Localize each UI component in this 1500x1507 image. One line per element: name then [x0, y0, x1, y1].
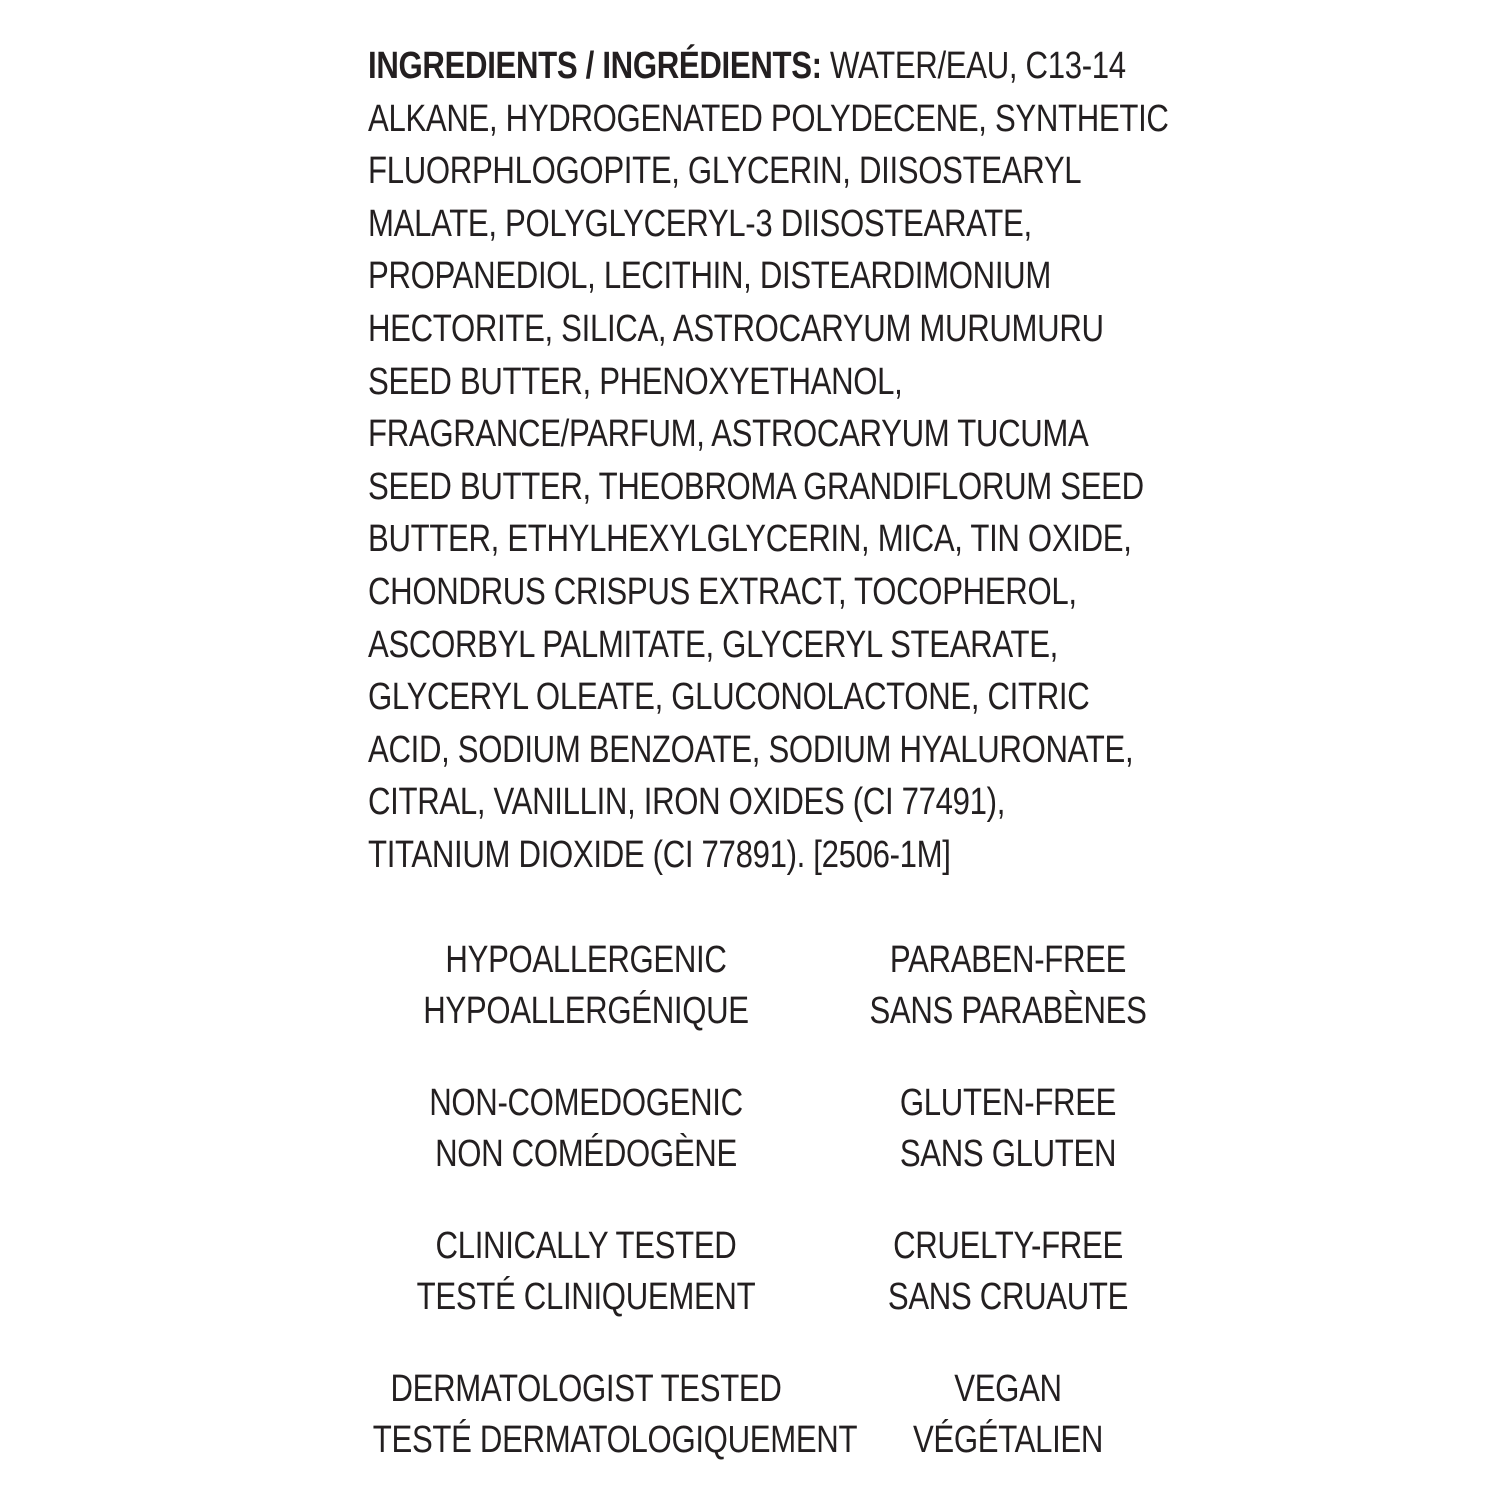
claim-english: CLINICALLY TESTED	[435, 1225, 737, 1267]
ingredients-line: FLUORPHLOGOPITE, GLYCERIN, DIISOSTEARYL	[368, 150, 1082, 193]
ingredients-line: TITANIUM DIOXIDE (CI 77891). [2506-1M]	[368, 833, 951, 876]
ingredients-line: PROPANEDIOL, LECITHIN, DISTEARDIMONIUM	[368, 255, 1051, 298]
claim-english: VEGAN	[954, 1368, 1062, 1410]
claim-vegan	[748, 1364, 1268, 1466]
ingredients-line: SEED BUTTER, THEOBROMA GRANDIFLORUM SEED	[368, 465, 1144, 508]
ingredients-line: BUTTER, ETHYLHEXYLGLYCERIN, MICA, TIN OXIDE,	[368, 518, 1132, 561]
ingredients-heading: INGREDIENTS / INGRÉDIENTS:	[368, 45, 822, 87]
claim-french: SANS GLUTEN	[899, 1133, 1117, 1175]
claim-cruelty-free	[748, 1221, 1268, 1323]
claim-english: HYPOALLERGENIC	[445, 939, 727, 981]
ingredients-line: ALKANE, HYDROGENATED POLYDECENE, SYNTHETIC	[368, 97, 1169, 140]
claim-french: TESTÉ DERMATOLOGIQUEMENT	[372, 1419, 858, 1461]
claim-english: GLUTEN-FREE	[899, 1082, 1117, 1124]
claim-gluten-free	[748, 1078, 1268, 1180]
claim-row	[0, 1221, 1500, 1364]
claim-paraben-free	[748, 935, 1268, 1037]
ingredients-line: CHONDRUS CRISPUS EXTRACT, TOCOPHEROL,	[368, 570, 1077, 613]
ingredients-line: HECTORITE, SILICA, ASTROCARYUM MURUMURU	[368, 307, 1104, 350]
claim-english: NON-COMEDOGENIC	[429, 1082, 743, 1124]
ingredients-line	[368, 40, 1126, 93]
ingredients-line: MALATE, POLYGLYCERYL-3 DIISOSTEARATE,	[368, 202, 1032, 245]
claim-french: SANS PARABÈNES	[869, 990, 1147, 1032]
claim-english: PARABEN-FREE	[889, 939, 1127, 981]
claim-french: HYPOALLERGÉNIQUE	[423, 990, 749, 1032]
claim-row	[0, 935, 1500, 1078]
claim-row	[0, 1364, 1500, 1507]
claim-french: NON COMÉDOGÈNE	[435, 1133, 737, 1175]
claim-french: TESTÉ CLINIQUEMENT	[416, 1276, 756, 1318]
product-claims	[0, 935, 1500, 1507]
ingredients-line: CITRAL, VANILLIN, IRON OXIDES (CI 77491),	[368, 781, 1006, 824]
ingredients-line: FRAGRANCE/PARFUM, ASTROCARYUM TUCUMA	[368, 413, 1089, 456]
claim-row	[0, 1078, 1500, 1221]
ingredients-line: ASCORBYL PALMITATE, GLYCERYL STEARATE,	[368, 623, 1058, 666]
ingredients-text: WATER/EAU, C13-14	[821, 45, 1126, 87]
ingredients-line: ACID, SODIUM BENZOATE, SODIUM HYALURONATE,	[368, 728, 1134, 771]
claim-english: DERMATOLOGIST TESTED	[390, 1368, 782, 1410]
claim-english: CRUELTY-FREE	[893, 1225, 1123, 1267]
claim-french: SANS CRUAUTE	[887, 1276, 1129, 1318]
ingredients-line: GLYCERYL OLEATE, GLUCONOLACTONE, CITRIC	[368, 676, 1090, 719]
ingredients-line: SEED BUTTER, PHENOXYETHANOL,	[368, 360, 903, 403]
ingredients-list	[368, 40, 1168, 882]
claim-french: VÉGÉTALIEN	[912, 1419, 1104, 1461]
